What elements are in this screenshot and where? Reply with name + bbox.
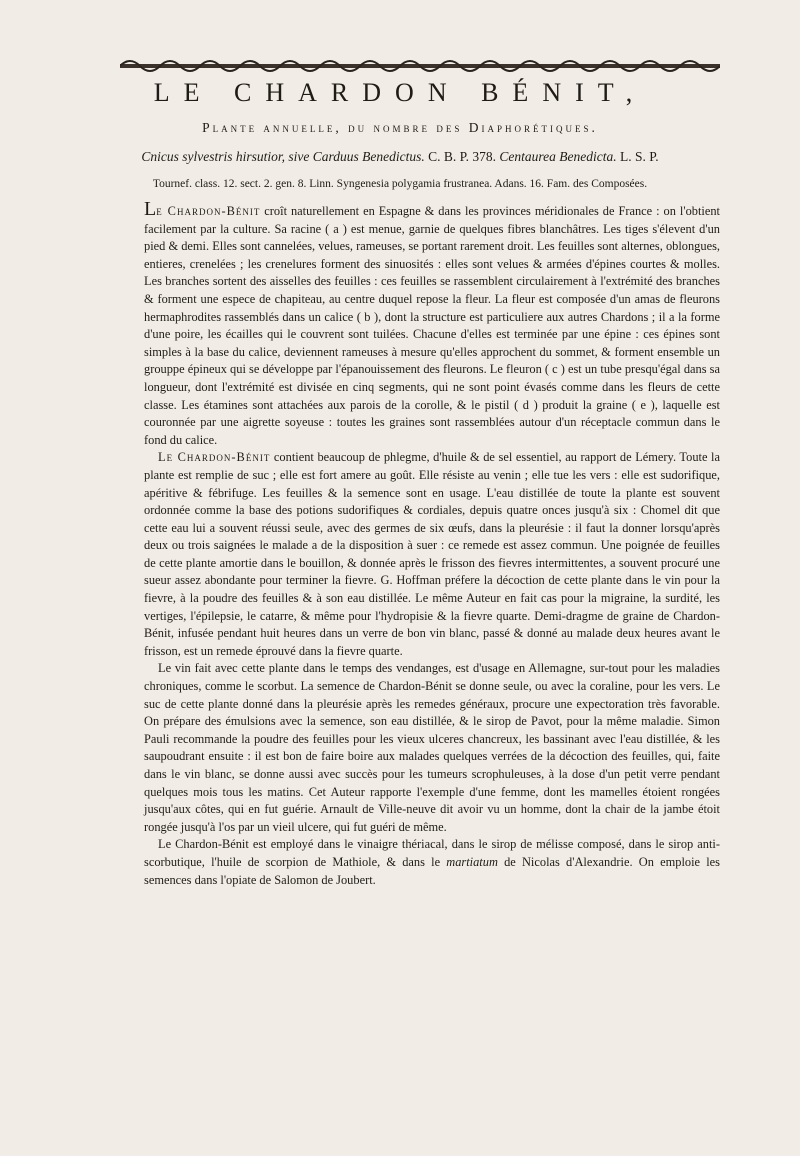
paragraph-description bbox=[144, 198, 720, 449]
main-text bbox=[144, 198, 721, 889]
synonym-latin-2: Centaurea Benedicta. bbox=[499, 149, 617, 164]
paragraph-text: Le Chardon-Bénit est employé dans le vinaigre thériacal, dans le sirop de mélisse composé, dans le sirop anti-scorbutique, l'huile de scorpion de Mathiole, & dans le bbox=[144, 837, 720, 869]
paragraph-lead: e Chardon-Bénit bbox=[156, 204, 261, 218]
synonym-ref-1: C. B. P. 378. bbox=[424, 149, 500, 164]
paragraph-text: croît naturellement en Espagne & dans les provinces méridionales de France : on l'obtient facilement par la culture. Sa racine ( a ) est menue, garnie de quelques fibres blanchâtres. Les tiges s'élevent d'un pied & demi. Elles sont cannelées, velues, rameuses, se portant rarement droit. Les feuilles sont alternes, oblongues, entieres, crenelées ; les crenelures forment des sinuosités : elles sont velues & armées d'épines courtes & molles. Les branches sortent des aisselles des feuilles : ces feuilles se rassemblent circulairement à l'extrémité des branches & forment une espece de chapiteau, au centre duquel repose la fleur. La fleur est composée d'un amas de fleurons hermaphrodites rassemblés dans un calice ( b ), dont la structure est particuliere aux autres Chardons ; il a la forme d'une poire, les écailles qui le couvrent sont tuilées. Chacune d'elles est terminée par une épine : ces épines sont simples à la base du calice, deviennent rameuses à mesure qu'elles approchent du sommet, & forment ensemble un grouppe épineux qui se développe par l'épanouissement des fleurons. Le fleuron ( c ) est un tube presqu'égal dans sa longueur, dont l'extrémité est divisée en cinq segments, qui ne sont point évasés comme dans les fleurs de cette classe. Les étamines sont attachées aux parois de la corolle, & le pistil ( d ) produit la graine ( e ), laquelle est couronnée par une aigrette soyeuse : toutes les graines sont rassemblées autour d'un réceptacle commun dans le fond du calice. bbox=[144, 204, 720, 447]
botanical-synonyms bbox=[0, 149, 800, 165]
italic-term: martiatum bbox=[446, 854, 498, 869]
synonym-latin-1: Cnicus sylvestris hirsutior, sive Carduus Benedictus. bbox=[141, 149, 425, 164]
paragraph-text: de Nicolas d'Alexandrie. On emploie les semences dans l'opiate de Salomon de Joubert. bbox=[144, 854, 720, 887]
classification-line: Tournef. class. 12. sect. 2. gen. 8. Linn. Syngenesia polygamia frustranea. Adans. 16. Fam. des Composées. bbox=[152, 178, 648, 190]
paragraph-uses: Le vin fait avec cette plante dans le temps des vendanges, est d'usage en Allemagne, sur-tout pour les maladies chroniques, comme le scorbut. La semence de Chardon-Bénit se donne seule, ou avec la coraline, pour les vers. Le suc de cette plante donné dans la pleurésie après les remedes généraux, procure une expectoration très favorable. On prépare des émulsions avec la semence, son eau distillée, & le sirop de Pavot, pour la même maladie. Simon Pauli recommande la poudre des feuilles pour les vieux ulceres chancreux, les bassinant avec l'eau distillée, & les saupoudrant ensuite : il est bon de faire boire aux malades quelques verrées de la décoction des feuilles, qui, faite dans le vin blanc, se donne aussi avec succès pour les tumeurs scrophuleuses, à la dose d'un petit verre pendant quelques mois tous les matins. Cet Auteur rapporte l'exemple d'une femme, dont les mamelles étoient rongées jusqu'aux côtes, qui en fut guérie. Arnault de Ville-neuve dit avoir vu un homme, dont la chair de la jambe étoit rongée jusqu'à l'os par un vieil ulcere, qui fut guéri de même. bbox=[144, 661, 720, 834]
decorative-ornament-band bbox=[120, 56, 720, 76]
page-subtitle: Plante annuelle, du nombre des Diaphorétiques. bbox=[202, 120, 598, 135]
paragraph-properties bbox=[144, 449, 720, 660]
page-title: LE CHARDON BÉNIT, bbox=[153, 78, 647, 107]
synonym-ref-2: L. S. P. bbox=[616, 149, 659, 164]
paragraph-lead: Le Chardon-Bénit bbox=[158, 450, 271, 465]
paragraph-text: contient beaucoup de phlegme, d'huile & de sel essentiel, au rapport de Lémery. Toute la plante est remplie de suc ; elle est fort amere au goût. Elle résiste au venin ; elle tue les vers : elle est sudorifique, apéritive & fébrifuge. Les feuilles & la semence sont en usage. L'eau distillée de toute la plante est souvent ordonnée comme la base des potions sudorifiques & cordiales, depuis quatre onces jusqu'à six : Chomel dit que cette eau lui a souvent réussi seule, avec des germes de six œufs, dans la pleurésie : il faut la donner lorsqu'après deux ou trois saignées le malade a de la disposition à suer : ce remede est assez commun. Une poignée de feuilles de cette plante amortie dans le bouillon, & donnée après le frisson des fievres intermittentes, a souvent procuré une sueur assez abondante pour terminer la fievre. G. Hoffman préfere la décoction de cette plante dans le vin pour la fievre, à la poudre des feuilles & à son eau distillée. Le même Auteur en fait cas pour la migraine, la surdité, les vertiges, l'épilepsie, le catarre, & même pour l'hydropisie & la fievre quarte. Demi-dragme de graine de Chardon-Bénit, infusée pendant huit heures dans un verre de bon vin blanc, passé & donné au malade deux heures avant le frisson, est un remede éprouvé dans la fievre quarte. bbox=[144, 450, 721, 658]
drop-capital: L bbox=[144, 198, 157, 220]
paragraph-preparations bbox=[144, 836, 720, 889]
